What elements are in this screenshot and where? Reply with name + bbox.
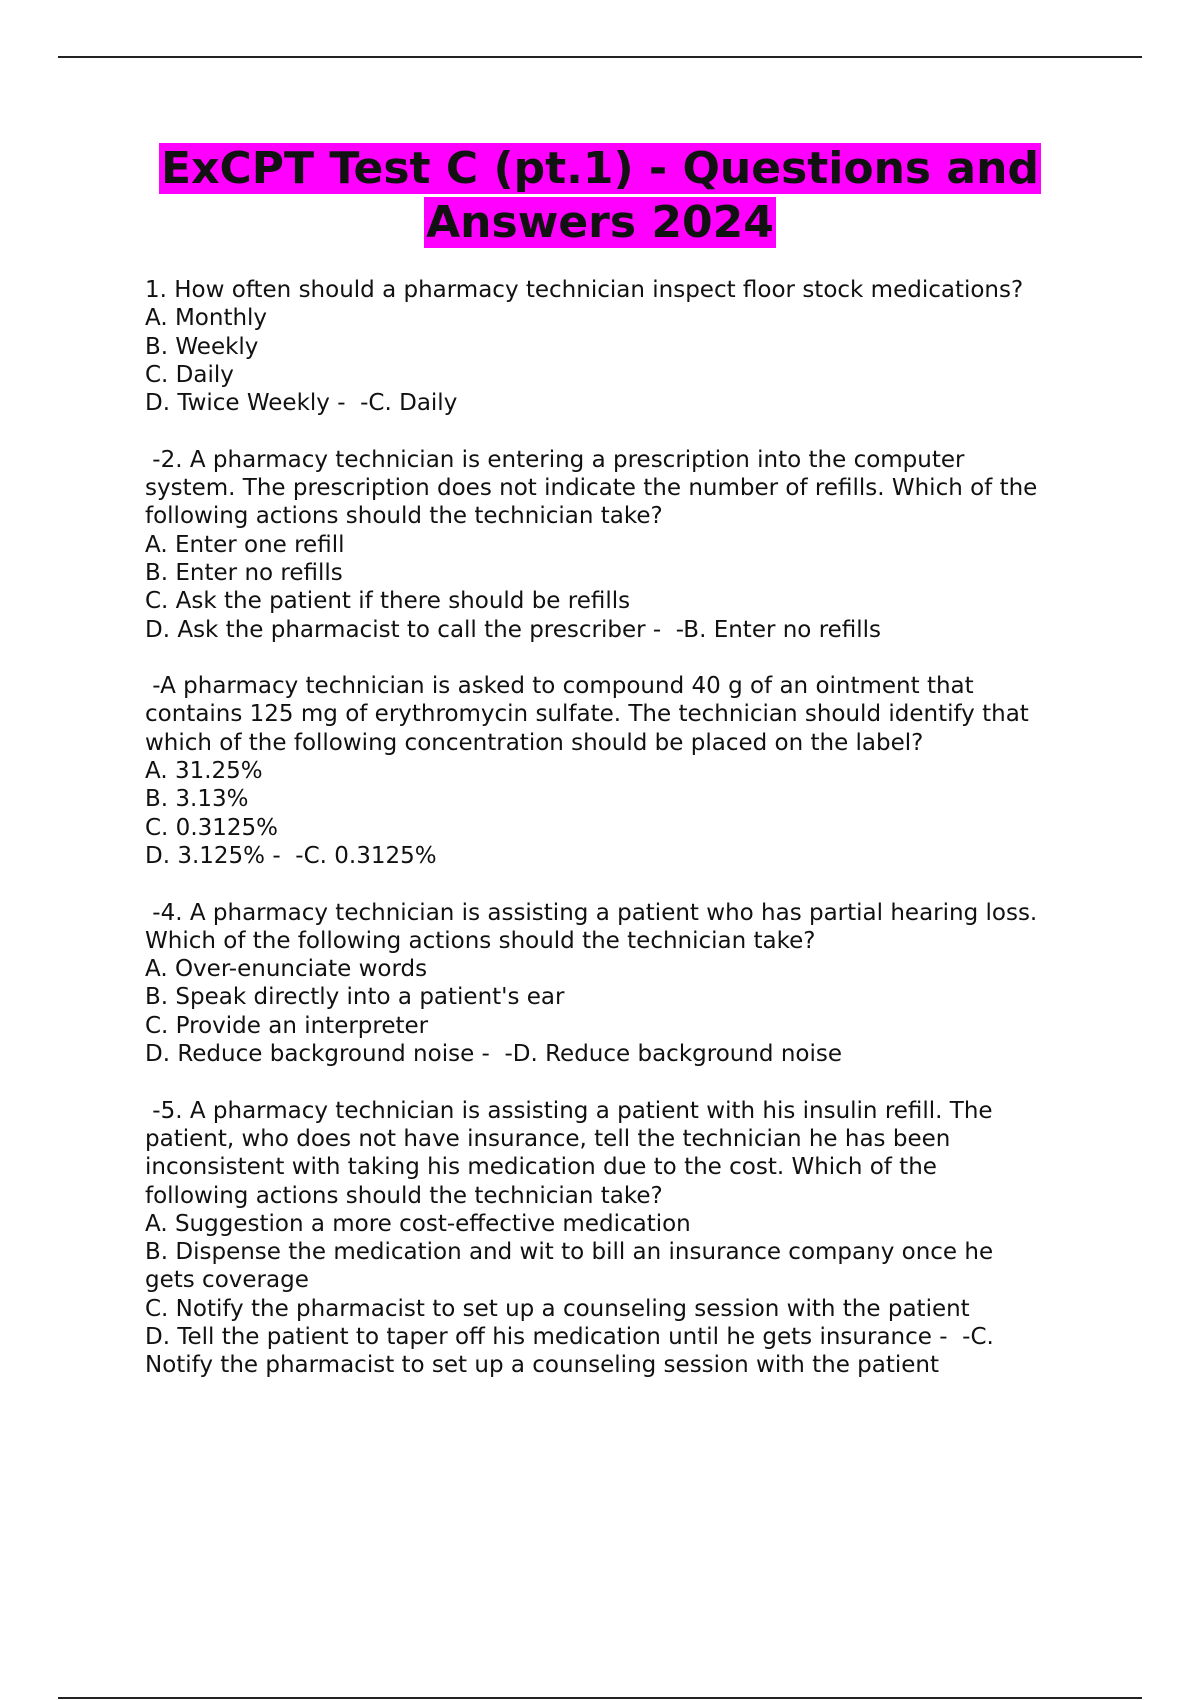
question-line: B. Speak directly into a patient's ear <box>145 984 565 1011</box>
question-line: Which of the following actions should the technician take? <box>145 927 816 954</box>
question-line: patient, who does not have insurance, tell the technician he has been <box>145 1125 951 1152</box>
question-line: C. Notify the pharmacist to set up a counseling session with the patient <box>145 1295 970 1322</box>
question-block-2 <box>145 446 1095 644</box>
question-block-4 <box>145 899 1095 1069</box>
question-block-1 <box>145 276 1095 417</box>
question-line: A. Enter one refill <box>145 531 345 558</box>
question-line: D. Ask the pharmacist to call the prescriber - -B. Enter no refills <box>145 616 882 643</box>
question-line: C. Ask the patient if there should be refills <box>145 588 631 615</box>
question-line: 1. How often should a pharmacy technician inspect floor stock medications? <box>145 277 1024 303</box>
question-line: -5. A pharmacy technician is assisting a patient with his insulin refill. The <box>145 1097 993 1124</box>
question-line: contains 125 mg of erythromycin sulfate. The technician should identify that <box>145 701 1029 728</box>
question-line: D. 3.125% - -C. 0.3125% <box>145 842 437 869</box>
question-line: C. 0.3125% <box>145 814 279 841</box>
question-line: gets coverage <box>145 1267 309 1294</box>
question-block-5 <box>145 1097 1095 1380</box>
question-line: C. Provide an interpreter <box>145 1012 429 1039</box>
question-line: Notify the pharmacist to set up a counseling session with the patient <box>145 1352 940 1379</box>
question-line: -2. A pharmacy technician is entering a prescription into the computer <box>145 446 965 473</box>
question-line: -A pharmacy technician is asked to compound 40 g of an ointment that <box>145 673 974 700</box>
question-line: D. Tell the patient to taper off his medication until he gets insurance - -C. <box>145 1323 994 1350</box>
question-list <box>145 276 1095 1408</box>
question-line: B. Weekly <box>145 333 259 360</box>
question-line: A. Suggestion a more cost-effective medication <box>145 1210 691 1237</box>
question-block-3 <box>145 672 1095 870</box>
top-divider <box>58 56 1142 58</box>
question-line: which of the following concentration should be placed on the label? <box>145 729 924 756</box>
question-line: C. Daily <box>145 361 234 388</box>
bottom-divider <box>58 1697 1142 1699</box>
question-line: B. Dispense the medication and wit to bill an insurance company once he <box>145 1239 994 1266</box>
question-line: -4. A pharmacy technician is assisting a patient who has partial hearing loss. <box>145 899 1038 926</box>
question-line: A. 31.25% <box>145 758 263 785</box>
page-title <box>60 142 1140 250</box>
question-line: following actions should the technician take? <box>145 1182 663 1209</box>
question-line: inconsistent with taking his medication due to the cost. Which of the <box>145 1154 937 1181</box>
question-line: B. 3.13% <box>145 786 249 813</box>
title-line-1: ExCPT Test C (pt.1) - Questions and <box>161 143 1039 194</box>
question-line: system. The prescription does not indicate the number of refills. Which of the <box>145 475 1038 502</box>
question-line: D. Reduce background noise - -D. Reduce background noise <box>145 1041 842 1068</box>
question-line: B. Enter no refills <box>145 559 343 586</box>
question-line: A. Over-enunciate words <box>145 956 428 983</box>
question-line: following actions should the technician take? <box>145 503 663 530</box>
question-line: A. Monthly <box>145 305 268 332</box>
title-line-2: Answers 2024 <box>426 197 774 248</box>
question-line: D. Twice Weekly - -C. Daily <box>145 390 458 417</box>
